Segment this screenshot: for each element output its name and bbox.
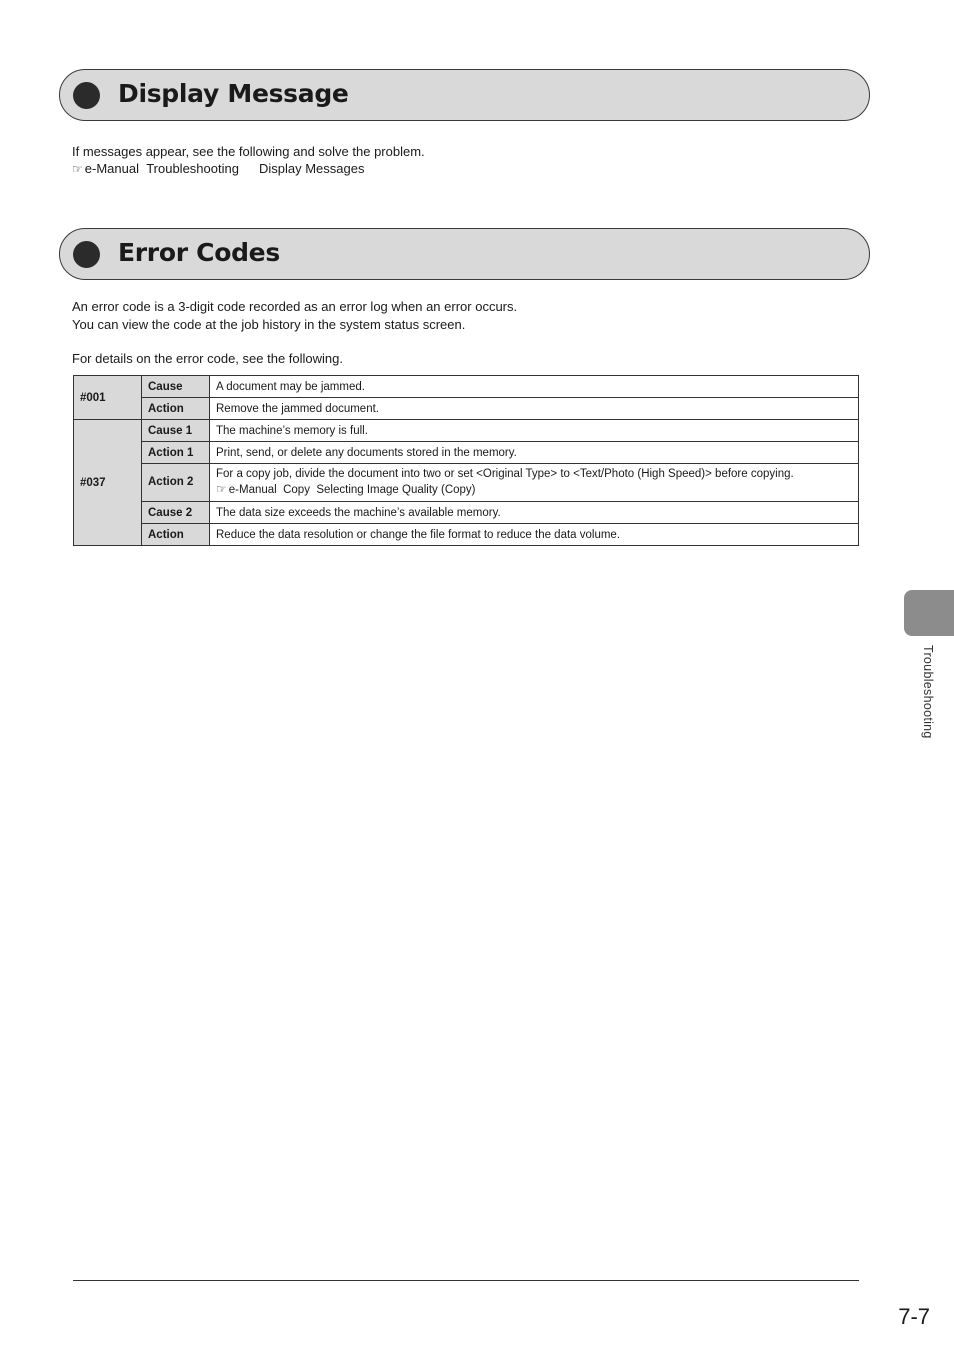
ref-topic: Selecting Image Quality (Copy): [316, 484, 476, 496]
table-row: [74, 464, 859, 502]
footer-divider: [73, 1280, 859, 1281]
ref-topic: Display Messages: [258, 161, 365, 176]
row-label: Cause 1: [142, 420, 210, 442]
error-codes-intro-line1: An error code is a 3-digit code recorded as an error log when an error occurs.: [72, 299, 518, 314]
row-label: Action: [142, 524, 210, 546]
table-row: [74, 420, 859, 442]
ref-chapter: Troubleshooting: [146, 161, 239, 176]
action2-text: For a copy job, divide the document into two or set <Original Type> to <Text/Photo (High Speed)> before copying.: [216, 468, 794, 480]
display-message-header: [59, 69, 870, 121]
error-code-cell: #037: [74, 420, 142, 546]
bullet-circle-icon: [73, 241, 100, 268]
error-codes-title: Error Codes: [118, 238, 280, 267]
table-row: [74, 398, 859, 420]
table-row: [74, 524, 859, 546]
display-message-title: Display Message: [118, 79, 349, 108]
ref-chapter: Copy: [283, 484, 310, 496]
row-description: The data size exceeds the machine’s available memory.: [210, 502, 859, 524]
row-description: [210, 464, 859, 502]
reference-hand-icon: ☞: [216, 482, 227, 496]
row-description: The machine’s memory is full.: [210, 420, 859, 442]
display-message-reference: [72, 160, 364, 178]
row-label: Action 1: [142, 442, 210, 464]
error-code-table: [73, 375, 859, 546]
table-row: [74, 442, 859, 464]
ref-source: e-Manual: [228, 484, 277, 496]
page-number: 7-7: [898, 1304, 930, 1329]
table-row: [74, 502, 859, 524]
ref-source: e-Manual: [84, 161, 139, 176]
bullet-circle-icon: [73, 82, 100, 109]
error-code-cell: #001: [74, 376, 142, 420]
display-message-intro: If messages appear, see the following and solve the problem.: [72, 144, 425, 159]
row-description: Reduce the data resolution or change the file format to reduce the data volume.: [210, 524, 859, 546]
chapter-tab: [904, 590, 954, 636]
row-description: A document may be jammed.: [210, 376, 859, 398]
reference-hand-icon: ☞: [72, 162, 83, 176]
row-label: Cause 2: [142, 502, 210, 524]
row-description: Print, send, or delete any documents stored in the memory.: [210, 442, 859, 464]
chapter-tab-label: Troubleshooting: [921, 645, 935, 739]
row-label: Action: [142, 398, 210, 420]
row-label: Action 2: [142, 464, 210, 502]
error-codes-intro-line2: You can view the code at the job history in the system status screen.: [72, 317, 466, 332]
action2-reference: [216, 482, 852, 498]
error-codes-header: [59, 228, 870, 280]
row-description: Remove the jammed document.: [210, 398, 859, 420]
row-label: Cause: [142, 376, 210, 398]
error-codes-details: For details on the error code, see the following.: [72, 351, 343, 366]
table-row: [74, 376, 859, 398]
